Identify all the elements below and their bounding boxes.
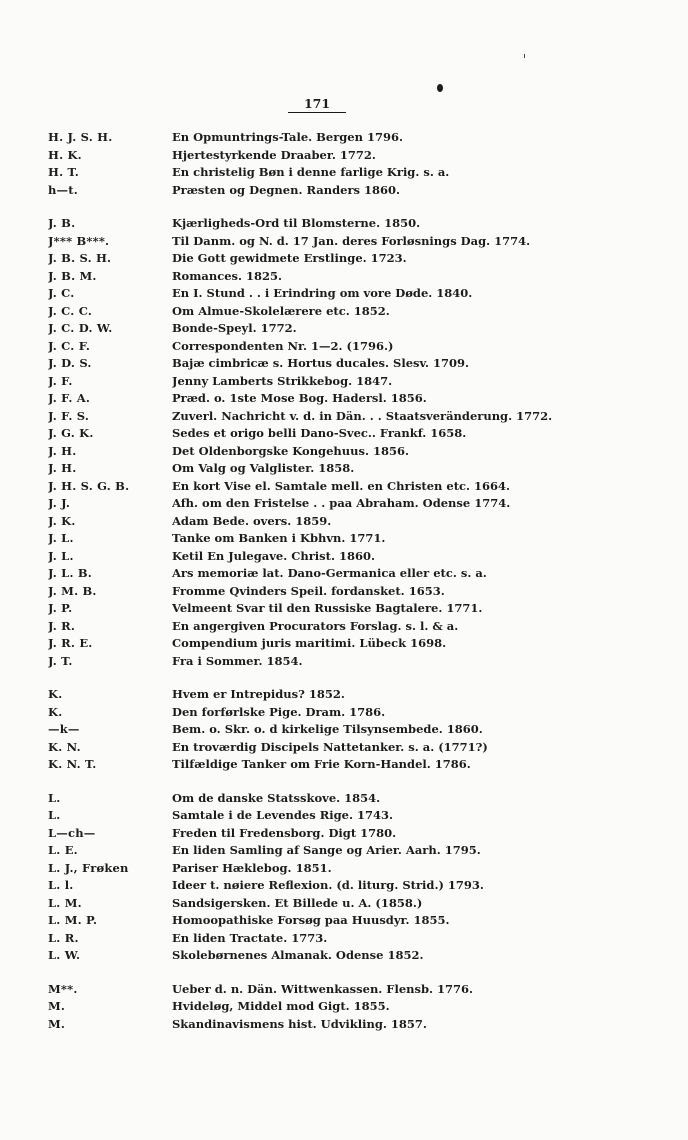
entry-signature: L. M. P. xyxy=(48,913,98,927)
entry-title: Den forførlske Pige. Dram. 1786. xyxy=(172,704,386,719)
entry-signature: J*** B***. xyxy=(48,233,110,248)
entry-signature: J. F. xyxy=(48,373,73,388)
entry-signature: J. L. B. xyxy=(48,566,92,580)
entry-title: Zuverl. Nachricht v. d. in Dän. . . Staatsveränderung. 1772. xyxy=(172,408,553,423)
entry-signature: J. F. S. xyxy=(48,408,90,423)
entry-title: Tanke om Banken i Kbhvn. 1771. xyxy=(172,531,386,545)
entry-title: Correspondenten Nr. 1—2. (1796.) xyxy=(172,338,394,353)
index-entry xyxy=(0,147,688,165)
entry-title: Ars memoriæ lat. Dano-Germanica eller etc. s. a. xyxy=(172,566,487,580)
index-entry xyxy=(0,390,688,408)
entry-title: Ketil En Julegave. Christ. 1860. xyxy=(172,548,375,563)
entry-title: Adam Bede. overs. 1859. xyxy=(172,513,332,528)
entry-title: Om de danske Statsskove. 1854. xyxy=(172,790,381,805)
entry-signature: L. J., Frøken xyxy=(48,860,129,875)
index-entry xyxy=(0,1016,688,1034)
entry-signature: M**. xyxy=(48,981,78,996)
entry-title: Homoopathiske Forsøg paa Huusdyr. 1855. xyxy=(172,913,450,927)
entry-title: En troværdig Discipels Nattetanker. s. a. (1771?) xyxy=(172,739,488,754)
index-entry xyxy=(0,739,688,757)
entry-title: Det Oldenborgske Kongehuus. 1856. xyxy=(172,443,409,458)
index-entry xyxy=(0,704,688,722)
entry-signature: J. C. F. xyxy=(48,338,91,353)
entry-signature: L. E. xyxy=(48,843,78,857)
entry-signature: J. C. xyxy=(48,286,75,300)
entry-title: Ideer t. nøiere Reflexion. (d. liturg. Strid.) 1793. xyxy=(172,878,484,892)
index-entry xyxy=(0,215,688,233)
index-entry xyxy=(0,618,688,636)
index-entry xyxy=(0,930,688,948)
entry-title: Jenny Lamberts Strikkebog. 1847. xyxy=(172,373,393,388)
entry-signature: J. H. xyxy=(48,461,77,475)
entry-title: Tilfældige Tanker om Frie Korn-Handel. 1786. xyxy=(172,757,471,771)
entry-title: Bajæ cimbricæ s. Hortus ducales. Slesv. 1709. xyxy=(172,356,470,370)
index-entry xyxy=(0,460,688,478)
entry-signature: J. D. S. xyxy=(48,356,92,370)
index-entry xyxy=(0,548,688,566)
entry-title: En christelig Bøn i denne farlige Krig. s. a. xyxy=(172,165,450,179)
entry-title: Præd. o. 1ste Mose Bog. Hadersl. 1856. xyxy=(172,391,427,405)
entry-title: En Opmuntrings-Tale. Bergen 1796. xyxy=(172,130,403,144)
entry-signature: H. T. xyxy=(48,165,79,179)
entry-signature: J. R. E. xyxy=(48,636,93,650)
index-entry xyxy=(0,250,688,268)
entry-signature: J. C. C. xyxy=(48,303,93,318)
entry-title: Skandinavismens hist. Udvikling. 1857. xyxy=(172,1016,427,1031)
index-entry xyxy=(0,583,688,601)
entry-signature: J. C. D. W. xyxy=(48,321,113,335)
index-entry xyxy=(0,355,688,373)
entry-signature: L. M. xyxy=(48,895,82,910)
index-entry xyxy=(0,303,688,321)
index-entry xyxy=(0,895,688,913)
index-entry xyxy=(0,825,688,843)
index-entry xyxy=(0,425,688,443)
entry-title: En liden Tractate. 1773. xyxy=(172,930,328,945)
index-entry xyxy=(0,338,688,356)
entry-title: Pariser Hæklebog. 1851. xyxy=(172,860,332,875)
entry-signature: J. M. B. xyxy=(48,583,97,598)
entry-title: Kjærligheds-Ord til Blomsterne. 1850. xyxy=(172,216,421,230)
entry-signature: J. B. S. H. xyxy=(48,251,112,265)
entry-signature: L. xyxy=(48,808,61,822)
entry-signature: L. xyxy=(48,790,61,805)
entry-title: Romances. 1825. xyxy=(172,268,283,283)
entry-title: Hvem er Intrepidus? 1852. xyxy=(172,687,345,701)
entry-title: Velmeent Svar til den Russiske Bagtalere. 1771. xyxy=(172,601,483,615)
entry-signature: J. K. xyxy=(48,513,76,528)
entry-signature: K. N. xyxy=(48,739,81,754)
entry-signature: J. L. xyxy=(48,531,74,545)
entry-signature: —k— xyxy=(48,722,80,736)
entry-title: En liden Samling af Sange og Arier. Aarh. 1795. xyxy=(172,843,481,857)
index-entry xyxy=(0,164,688,182)
index-entry xyxy=(0,998,688,1016)
index-entry xyxy=(0,478,688,496)
index-entry xyxy=(0,860,688,878)
index-entry xyxy=(0,530,688,548)
entry-signature: L. W. xyxy=(48,948,81,962)
entry-signature: M. xyxy=(48,1016,66,1031)
entry-title: Præsten og Degnen. Randers 1860. xyxy=(172,182,401,197)
entry-signature: K. N. T. xyxy=(48,757,97,771)
entry-title: Om Almue-Skolelærere etc. 1852. xyxy=(172,303,390,318)
index-entry xyxy=(0,408,688,426)
entry-title: Compendium juris maritimi. Lübeck 1698. xyxy=(172,636,447,650)
index-entry xyxy=(0,320,688,338)
index-entry xyxy=(0,947,688,965)
index-entry xyxy=(0,268,688,286)
entry-title: Sandsigersken. Et Billede u. A. (1858.) xyxy=(172,895,423,910)
index-entry xyxy=(0,129,688,147)
entry-title: Freden til Fredensborg. Digt 1780. xyxy=(172,825,397,840)
entry-title: Skolebørnenes Almanak. Odense 1852. xyxy=(172,948,424,962)
entry-title: En I. Stund . . i Erindring om vore Døde. 1840. xyxy=(172,286,473,300)
entry-signature: J. P. xyxy=(48,601,73,615)
index-entry xyxy=(0,877,688,895)
entry-signature: L. l. xyxy=(48,878,74,892)
entry-title: Afh. om den Fristelse . . paa Abraham. Odense 1774. xyxy=(172,496,511,510)
index-entry xyxy=(0,285,688,303)
index-entry xyxy=(0,756,688,774)
index-entry xyxy=(0,653,688,671)
index-entry xyxy=(0,495,688,513)
entry-title: En kort Vise el. Samtale mell. en Christen etc. 1664. xyxy=(172,478,511,493)
entry-title: Bem. o. Skr. o. d kirkelige Tilsynsembede. 1860. xyxy=(172,722,483,736)
index-entry xyxy=(0,842,688,860)
index-entry xyxy=(0,513,688,531)
entry-signature: H. J. S. H. xyxy=(48,130,113,144)
entry-title: Til Danm. og N. d. 17 Jan. deres Forløsnings Dag. 1774. xyxy=(172,233,531,248)
entry-signature: h—t. xyxy=(48,182,78,197)
entry-signature: J. L. xyxy=(48,548,74,563)
entry-signature: L. R. xyxy=(48,930,79,945)
signature-index-list xyxy=(0,129,688,1033)
entry-signature: J. B. M. xyxy=(48,268,97,283)
index-entry xyxy=(0,807,688,825)
entry-signature: J. G. K. xyxy=(48,426,94,440)
index-entry xyxy=(0,686,688,704)
index-entry xyxy=(0,182,688,200)
entry-title: En angergiven Procurators Forslag. s. l. & a. xyxy=(172,618,459,633)
entry-title: Ueber d. n. Dän. Wittwenkassen. Flensb. 1776. xyxy=(172,981,474,996)
entry-signature: M. xyxy=(48,999,66,1013)
entry-signature: K. xyxy=(48,704,63,719)
entry-signature: J. H. xyxy=(48,443,77,458)
entry-signature: J. J. xyxy=(48,496,71,510)
ink-dot xyxy=(437,84,443,92)
entry-title: Hvideløg, Middel mod Gigt. 1855. xyxy=(172,999,390,1013)
index-entry xyxy=(0,790,688,808)
entry-signature: H. K. xyxy=(48,147,82,162)
entry-title: Sedes et origo belli Dano-Svec.. Frankf. 1658. xyxy=(172,426,467,440)
entry-title: Samtale i de Levendes Rige. 1743. xyxy=(172,808,394,822)
margin-mark xyxy=(524,54,525,58)
entry-title: Fra i Sommer. 1854. xyxy=(172,653,303,668)
index-entry xyxy=(0,233,688,251)
entry-signature: J. F. A. xyxy=(48,391,91,405)
index-entry xyxy=(0,600,688,618)
index-entry xyxy=(0,635,688,653)
entry-signature: J. H. S. G. B. xyxy=(48,478,130,493)
index-entry xyxy=(0,373,688,391)
page-number-rule xyxy=(288,112,346,113)
entry-signature: J. B. xyxy=(48,216,76,230)
index-entry xyxy=(0,443,688,461)
entry-title: Hjertestyrkende Draaber. 1772. xyxy=(172,147,376,162)
index-entry xyxy=(0,912,688,930)
index-entry xyxy=(0,981,688,999)
entry-signature: J. R. xyxy=(48,618,76,633)
entry-title: Die Gott gewidmete Erstlinge. 1723. xyxy=(172,251,407,265)
entry-signature: L—ch— xyxy=(48,825,96,840)
entry-signature: K. xyxy=(48,687,63,701)
entry-title: Bonde-Speyl. 1772. xyxy=(172,321,297,335)
entry-title: Om Valg og Valglister. 1858. xyxy=(172,461,355,475)
index-entry xyxy=(0,721,688,739)
entry-title: Fromme Qvinders Speil. fordansket. 1653. xyxy=(172,583,445,598)
entry-signature: J. T. xyxy=(48,653,73,668)
page-number: 171 xyxy=(303,96,331,111)
index-entry xyxy=(0,565,688,583)
